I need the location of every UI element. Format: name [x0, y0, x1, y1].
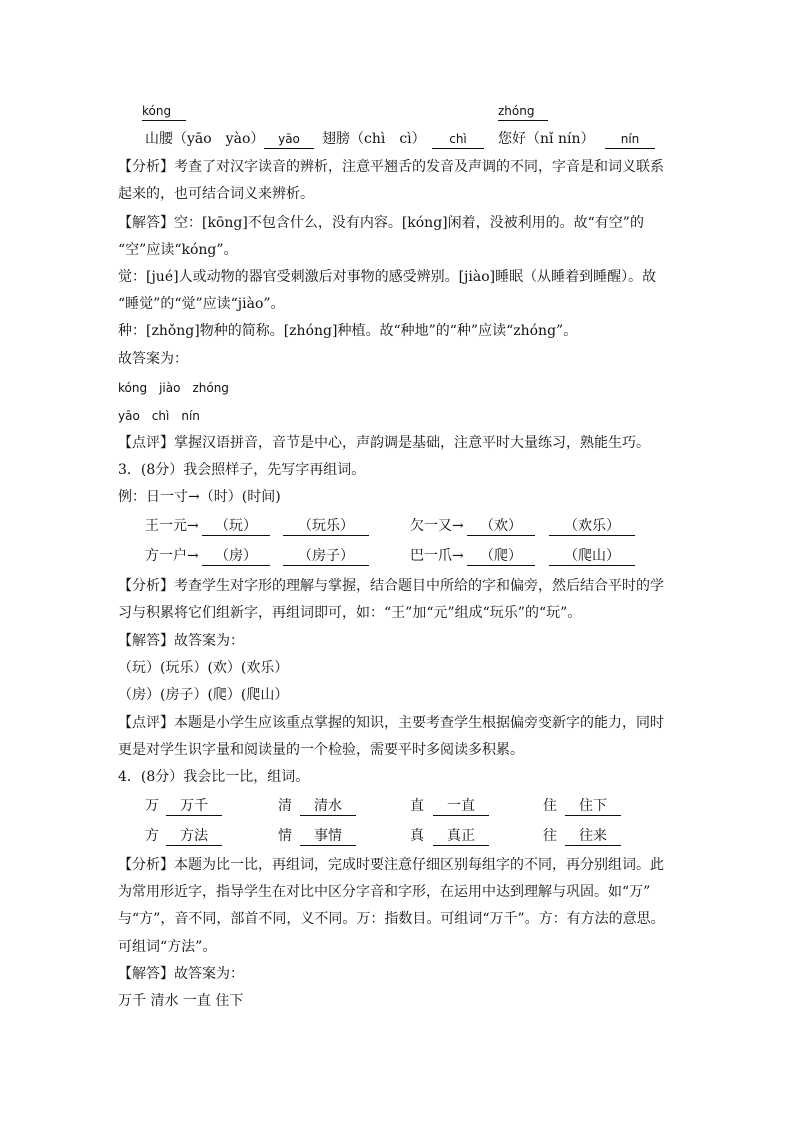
q4-r2-word-4: 往来 [565, 827, 621, 846]
q3-r2b-label: 巴一爪→ [410, 548, 464, 564]
q3-comment-1: 【点评】本题是小学生应该重点掌握的知识，主要考查学生根据偏旁变新字的能力，同时 [118, 715, 664, 731]
q4-answer-1: 【解答】故答案为： [118, 966, 244, 982]
q2-answer-3: nín [605, 130, 655, 149]
q4-r2-word-1: 方法 [166, 827, 222, 846]
q4-title: 4．(8分）我会比一比，组词。 [118, 769, 310, 785]
q4-r1-char-3: 直 [410, 798, 424, 814]
q4-r2-char-1: 方 [145, 828, 159, 844]
q3-comment-2: 更是对学生识字量和阅读量的一个检验，需要平时多阅读多积累。 [118, 742, 524, 758]
q3-title: 3．(8分）我会照样子，先写字再组词。 [118, 462, 366, 478]
q2-answer-1: yāo [264, 130, 314, 149]
q2-answer-line-7: kóng jiào zhóng [118, 381, 229, 395]
q2-word-1: 山腰（yāo yào） [145, 131, 265, 147]
q3-r2b-char: （爬） [467, 547, 535, 566]
pinyin-blank-kong: kóng [142, 102, 186, 121]
q4-r1-word-3: 一直 [433, 797, 489, 816]
q3-answer-2: （玩）(玩乐）(欢）(欢乐） [118, 660, 289, 676]
q3-r1a-label: 王一元→ [145, 518, 199, 534]
q3-r1b-label: 欠一又→ [410, 518, 464, 534]
q2-answer-line-5: 种：[zhǒng]物种的简称。[zhóng]种植。故“种地”的“种”应读“zhóng”。 [118, 323, 578, 339]
q2-answer-line-8: yāo chì nín [118, 409, 200, 423]
q4-r1-char-4: 住 [543, 798, 557, 814]
q4-r2-word-2: 事情 [300, 827, 356, 846]
q4-r2-char-4: 往 [543, 828, 557, 844]
q4-analysis-3: 与“方”，音不同，部首不同，义不同。万：指数目。可组词“万千”。方：有方法的意思。 [118, 911, 665, 927]
q2-answer-2: chì [432, 130, 484, 149]
q4-r1-word-1: 万千 [166, 797, 222, 816]
q3-example: 例：日一寸→（时）(时间) [118, 489, 281, 505]
q2-answer-line-1: 【解答】空：[kōng]不包含什么，没有内容。[kóng]闲着，没被利用的。故“有空”的 [118, 215, 644, 231]
q2-answer-line-2: “空”应读“kóng”。 [118, 242, 238, 258]
q2-comment: 【点评】掌握汉语拼音，音节是中心，声韵调是基础，注意平时大量练习，熟能生巧。 [118, 435, 650, 451]
q3-r2a-label: 方一户→ [145, 548, 199, 564]
q3-answer-1: 【解答】故答案为： [118, 633, 244, 649]
q3-analysis-2: 习与积累将它们组新字，再组词即可，如：“王”加“元”组成“玩乐”的“玩”。 [118, 605, 582, 621]
q3-r2b-word: （爬山） [549, 547, 635, 566]
q4-r1-char-1: 万 [145, 798, 159, 814]
q4-analysis-2: 为常用形近字，指导学生在对比中区分字音和字形，在运用中达到理解与巩固。如“万” [118, 884, 651, 900]
q2-analysis-1: 【分析】考查了对汉字读音的辨析，注意平翘舌的发音及声调的不同，字音是和词义联系 [118, 159, 664, 175]
q4-r1-word-4: 住下 [565, 797, 621, 816]
q4-r2-char-2: 情 [278, 828, 292, 844]
q3-answer-3: （房）(房子）(爬）(爬山） [118, 687, 289, 703]
pinyin-blank-zhong: zhóng [498, 102, 548, 121]
q3-r1b-char: （欢） [467, 517, 535, 536]
q2-answer-line-6: 故答案为： [118, 351, 188, 367]
q3-r1a-word: （玩乐） [283, 517, 369, 536]
q4-r2-char-3: 真 [410, 828, 424, 844]
q2-answer-line-4: “睡觉”的“觉”应读“jiào”。 [118, 296, 285, 312]
q2-word-3: 您好（nǐ nín） [498, 131, 595, 147]
q2-answer-line-3: 觉：[jué]人或动物的器官受刺激后对事物的感受辨别。[jiào]睡眠（从睡着到睡醒）。故 [118, 269, 657, 285]
q4-r1-char-2: 清 [278, 798, 292, 814]
q3-r2a-char: （房） [202, 547, 270, 566]
q4-answer-2: 万千 清水 一直 住下 [118, 993, 244, 1009]
q4-r1-word-2: 清水 [300, 797, 356, 816]
q4-analysis-4: 可组词“方法”。 [118, 939, 217, 955]
q3-r1a-char: （玩） [202, 517, 270, 536]
q3-analysis-1: 【分析】考查学生对字形的理解与掌握，结合题目中所给的字和偏旁，然后结合平时的学 [118, 578, 664, 594]
q3-r2a-word: （房子） [283, 547, 369, 566]
q2-analysis-2: 起来的，也可结合词义来辨析。 [118, 186, 314, 202]
q2-word-2: 翅膀（chì cì） [322, 131, 426, 147]
q4-r2-word-3: 真正 [433, 827, 489, 846]
q3-r1b-word: （欢乐） [549, 517, 635, 536]
q4-analysis-1: 【分析】本题为比一比，再组词，完成时要注意仔细区别每组字的不同，再分别组词。此 [118, 857, 664, 873]
